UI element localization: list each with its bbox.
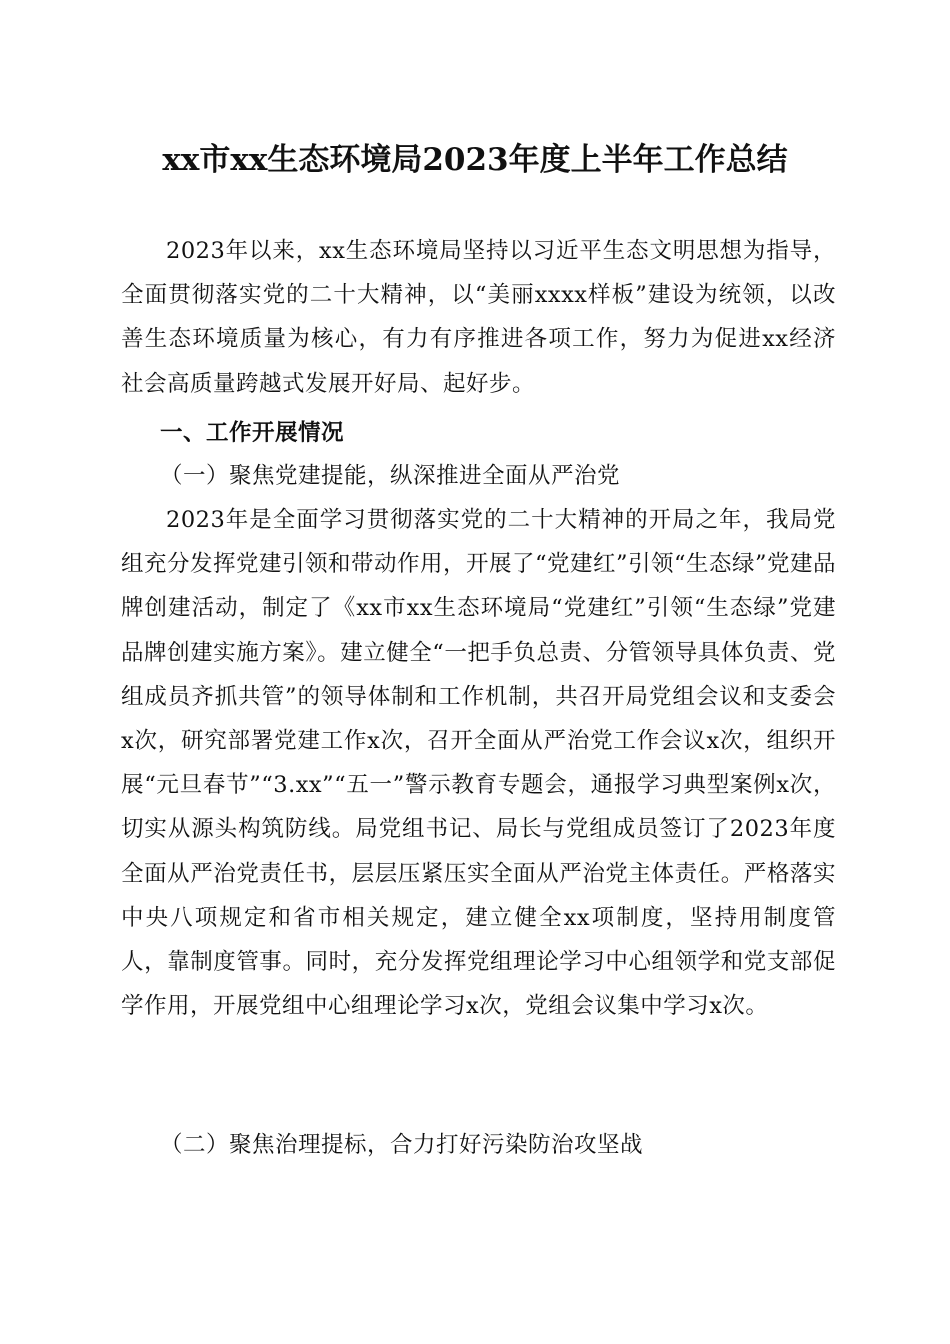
intro-paragraph: 2023年以来，xx生态环境局坚持以习近平生态文明思想为指导，全面贯彻落实党的二十大精神，以“美丽xxxx样板”建设为统领，以改善生态环境质量为核心，有力有序推进各项工作，努力为促进xx经济社会高质量跨越式发展开好局、起好步。 [121, 238, 836, 397]
subsection-1-paragraph: 2023年是全面学习贯彻落实党的二十大精神的开局之年，我局党组充分发挥党建引领和带动作用，开展了“党建红”引领“生态绿”党建品牌创建活动，制定了《xx市xx生态环境局“党建红”引领“生态绿”党建品牌创建实施方案》。建立健全“一把手负总责、分管领导具体负责、党组成员齐抓共管”的领导体制和工作机制，共召开局党组会议和支委会x次，研究部署党建工作x次，召开全面从严治党工作会议x次，组织开展“元旦春节”“3.xx”“五一”警示教育专题会，通报学习典型案例x次，切实从源头构筑防线。局党组书记、局长与党组成员签订了2023年度全面从严治党责任书，层层压紧压实全面从严治党主体责任。严格落实中央八项规定和省市相关规定，建立健全xx项制度，坚持用制度管人，靠制度管事。同时，充分发挥党组理论学习中心组领学和党支部促学作用，开展党组中心组理论学习x次，党组会议集中学习x次。 [121, 507, 837, 1020]
section-heading: 一、工作开展情况 [160, 420, 345, 446]
document-title: xx市xx生态环境局2023年度上半年工作总结 [162, 142, 788, 178]
subsection-heading-1: （一）聚焦党建提能，纵深推进全面从严治党 [160, 463, 621, 489]
subsection-heading-2: （二）聚焦治理提标，合力打好污染防治攻坚战 [160, 1132, 644, 1158]
